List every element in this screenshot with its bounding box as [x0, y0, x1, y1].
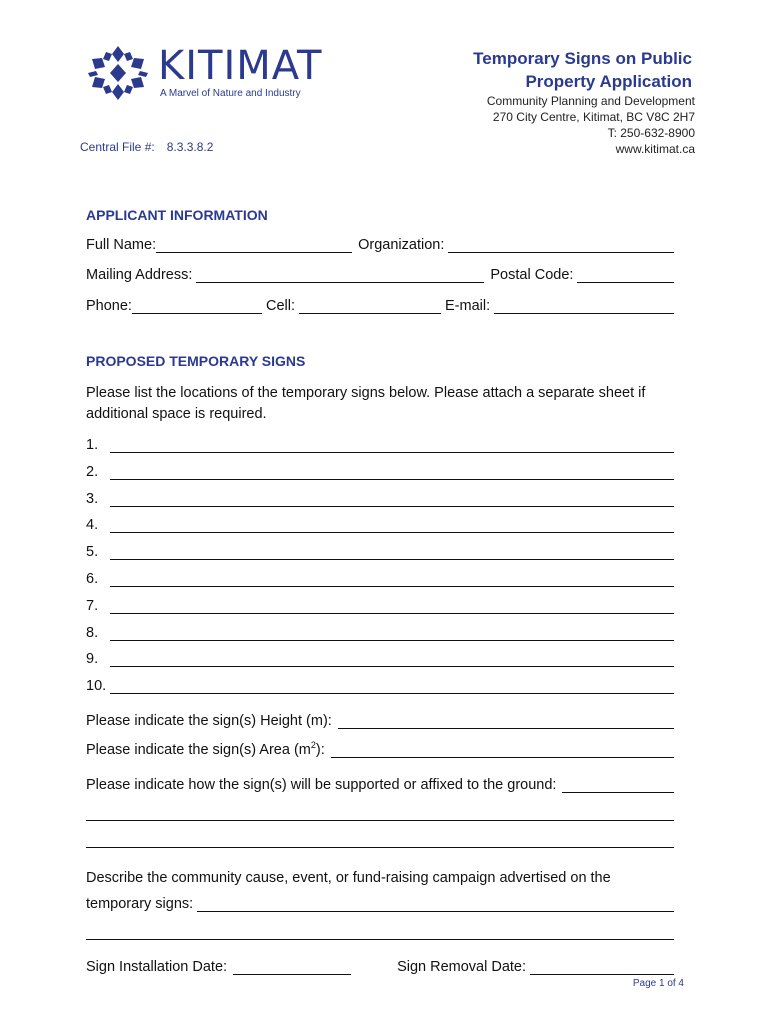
describe-row [86, 896, 674, 912]
postal-code-label: Postal Code: [490, 267, 574, 283]
name-org-row [86, 237, 674, 253]
cell-label: Cell: [265, 298, 295, 314]
contact-row [86, 298, 674, 314]
sign-location-field[interactable] [110, 518, 674, 533]
title-line-1: Temporary Signs on Public [473, 49, 692, 68]
sign-location-item [86, 678, 674, 694]
sign-location-field[interactable] [110, 465, 674, 480]
sign-location-field[interactable] [110, 679, 674, 694]
logo-wordmark: KITIMAT [158, 43, 323, 89]
full-name-label: Full Name: [86, 237, 157, 253]
sign-location-field[interactable] [110, 492, 674, 507]
dates-row [86, 959, 674, 975]
item-number: 6. [86, 571, 99, 587]
phone-field[interactable] [132, 299, 262, 314]
removal-date-label: Sign Removal Date: [397, 959, 527, 975]
sign-location-field[interactable] [110, 599, 674, 614]
describe-label-line2: temporary signs: [86, 896, 194, 912]
sign-location-field[interactable] [110, 652, 674, 667]
email-label: E-mail: [444, 298, 491, 314]
organization-label: Organization: [358, 237, 445, 253]
area-label [86, 740, 325, 758]
sign-location-item [86, 437, 674, 453]
sign-location-item [86, 598, 674, 614]
central-file-value: 8.3.3.8.2 [166, 140, 214, 154]
removal-date-field[interactable] [530, 960, 674, 975]
area-label-end: ): [315, 741, 325, 758]
sign-location-item [86, 625, 674, 641]
snowflake-logo-icon [86, 44, 150, 102]
phone: T: 250-632-8900 [607, 126, 695, 140]
page-number: Page 1 of 4 [632, 978, 684, 989]
sign-location-field[interactable] [110, 626, 674, 641]
central-file-number [80, 140, 213, 154]
sign-location-field[interactable] [110, 545, 674, 560]
title-line-2: Property Application [525, 72, 692, 91]
describe-field-line-2[interactable] [86, 925, 674, 940]
describe-label-line1: Describe the community cause, event, or fund-raising campaign advertised on the [86, 870, 611, 886]
describe-field[interactable] [197, 897, 674, 912]
phone-label: Phone: [86, 298, 132, 314]
sign-location-field[interactable] [110, 572, 674, 587]
address: 270 City Centre, Kitimat, BC V8C 2H7 [492, 110, 695, 124]
organization-field[interactable] [448, 238, 674, 253]
full-name-field[interactable] [156, 238, 352, 253]
item-number: 1. [86, 437, 99, 453]
item-number: 7. [86, 597, 99, 614]
email-field[interactable] [494, 299, 674, 314]
item-number: 4. [86, 517, 99, 534]
support-field[interactable] [562, 778, 674, 793]
sign-location-item [86, 491, 674, 507]
instructions-line-2: additional space is required. [86, 406, 267, 422]
applicant-heading: APPLICANT INFORMATION [86, 207, 268, 223]
item-number: 9. [86, 651, 99, 668]
instructions-line-1: Please list the locations of the temporary signs below. Please attach a separate sheet if [86, 385, 646, 401]
central-file-label: Central File #: [80, 140, 155, 154]
support-field-line-3[interactable] [86, 833, 674, 848]
mailing-row [86, 267, 674, 283]
mailing-address-field[interactable] [196, 268, 484, 283]
area-field[interactable] [331, 743, 674, 758]
signs-instructions [86, 383, 676, 425]
height-row [86, 713, 674, 729]
contact-info [395, 93, 695, 157]
item-number: 8. [86, 624, 99, 641]
logo-tagline: A Marvel of Nature and Industry [160, 88, 301, 99]
cell-field[interactable] [299, 299, 441, 314]
item-number: 10. [86, 678, 107, 695]
sign-location-item [86, 571, 674, 587]
signs-heading: PROPOSED TEMPORARY SIGNS [86, 353, 306, 369]
sign-location-item [86, 544, 674, 560]
area-row [86, 740, 674, 758]
install-date-field[interactable] [233, 960, 351, 975]
sign-location-item [86, 651, 674, 667]
page-title [392, 47, 692, 93]
item-number: 2. [86, 463, 99, 480]
postal-code-field[interactable] [577, 268, 674, 283]
support-row [86, 777, 674, 793]
area-superscript: 2 [310, 740, 316, 750]
sign-location-item [86, 464, 674, 480]
support-label: Please indicate how the sign(s) will be supported or affixed to the ground: [86, 777, 557, 793]
mailing-address-label: Mailing Address: [86, 267, 193, 283]
item-number: 5. [86, 544, 99, 561]
height-field[interactable] [338, 714, 674, 729]
dept-name: Community Planning and Development [486, 94, 695, 108]
sign-location-field[interactable] [110, 438, 674, 453]
height-label: Please indicate the sign(s) Height (m): [86, 713, 332, 729]
sign-location-item [86, 517, 674, 533]
support-field-line-2[interactable] [86, 806, 674, 821]
install-date-label: Sign Installation Date: [86, 959, 228, 975]
area-label-text: Please indicate the sign(s) Area (m [86, 741, 311, 758]
website: www.kitimat.ca [615, 142, 695, 156]
item-number: 3. [86, 490, 99, 507]
